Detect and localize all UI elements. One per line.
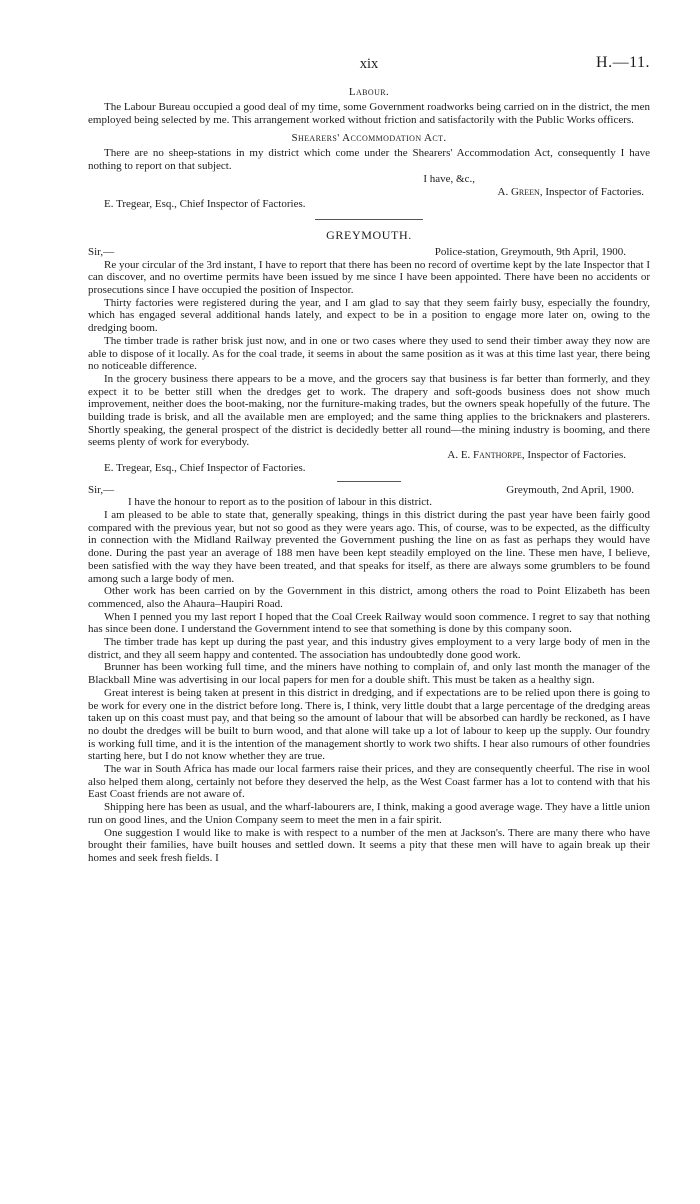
signature-title: , Inspector of Factories. xyxy=(521,449,626,462)
paragraph: Shipping here has been as usual, and the wharf-labourers are, I think, making a good average wage. They have a little union run on good lines, and the Union Company seem to meet the men in a fair spirit. xyxy=(88,801,650,826)
page-number: xix xyxy=(359,56,379,72)
dateline: Police-station, Greymouth, 9th April, 1900. xyxy=(434,245,626,258)
page-header xyxy=(88,54,650,76)
paragraph: Re your circular of the 3rd instant, I have to report that there has been no record of overtime kept by the late Inspector that I can discover, and no overtime permits have been issued by me since I have been appointed. There have been no accidents or prosecutions since I have occupied the position of Inspector. xyxy=(88,258,650,297)
paragraph: The timber trade is rather brisk just now, and in one or two cases where they used to send their timber away they now are able to dispose of it locally. As for the coal trade, it seems in about the same position as it was at this time last year, there being no noticeable difference. xyxy=(88,334,650,373)
paragraph: When I penned you my last report I hoped that the Coal Creek Railway would soon commence. I regret to say that nothing has since been done. I understand the Government intend to see that something is done by this company soon. xyxy=(88,610,650,636)
greymouth-heading: GREYMOUTH. xyxy=(326,227,412,242)
closing-line: I have, &c., xyxy=(423,172,475,185)
shearers-paragraph: There are no sheep-stations in my district which come under the Shearers' Accommodation Act, consequently I have nothing to report on that subject. xyxy=(88,147,650,173)
paragraph: Other work has been carried on by the Government in this district, among others the road to Point Elizabeth has been commenced, also the Ahaura–Haupiri Road. xyxy=(88,585,650,610)
addressee-1: E. Tregear, Esq., Chief Inspector of Factories. xyxy=(104,198,306,211)
signature-name: A. Green xyxy=(497,185,540,198)
document-reference: H.—11. xyxy=(596,54,650,71)
document-page xyxy=(88,54,650,865)
letter-header-2 xyxy=(88,484,650,497)
paragraph: The war in South Africa has made our local farmers raise their prices, and they are consequently cheerful. The rise in wool also helped them along, certainly not before they deserved the help, as the West Coast farmer has a lot to contend with that his East Coast friends are not aware of. xyxy=(88,763,650,801)
labour-heading: Labour. xyxy=(348,86,390,98)
signature-name: A. E. Fanthorpe xyxy=(447,449,522,462)
paragraph: I am pleased to be able to state that, generally speaking, things in this district during the past year have been fairly good compared with the previous year, but not so good as they were years ago. This, of course, was to be expected, as the difficulty in connection with the Midland Railway prevented the Government pushing the line on as fast as perhaps they would have done. During the past year an average of 188 men have been kept steadily employed on the line. These men have, I believe, been satisfied with the way they have been treated, and that speaks for itself, as there are always some grumblers to be found among such a large body of men. xyxy=(88,508,650,585)
shearers-heading: Shearers' Accommodation Act. xyxy=(291,132,447,145)
paragraph: Brunner has been working full time, and the miners have nothing to complain of, and only last month the manager of the Blackball Mine was advertising in our local papers for men for a double shift. This must be taken as a healthy sign. xyxy=(88,661,650,687)
paragraph: Thirty factories were registered during the year, and I am glad to say that they seem fairly busy, especially the foundry, which has engaged several additional hands lately, and expect to be in a position to engage more later on, owing to the dredging boom. xyxy=(88,296,650,335)
paragraph: In the grocery business there appears to be a move, and the grocers say that business is far better than formerly, and they expect it to be better still when the dredges get to work. The drapery and soft-goods business does not show much improvement, neither does the boot-making, nor the furniture-making trades, but the owners speak hopefully of the future. The building trade is brisk, and all the available men are employed; and the same thing applies to the bricknakers and plasterers. Shortly speaking, the general prospect of the district is decidedly better all round—the mining industry is booming, and there seems plenty of work for everybody. xyxy=(88,372,650,449)
signature-fanthorpe xyxy=(88,449,650,462)
salutation: Sir,— xyxy=(88,483,115,496)
labour-paragraph: The Labour Bureau occupied a good deal of my time, some Government roadworks being carried on in the district, the men employed being selected by me. This arrangement worked without friction and satisfactorily with the Public Works officers. xyxy=(88,101,650,126)
section-divider xyxy=(315,219,423,220)
signature-title: , Inspector of Factories. xyxy=(539,185,644,198)
signature-green xyxy=(88,186,650,199)
paragraph: The timber trade has kept up during the past year, and this industry gives employment to a very large body of men in the district, and they all seem happy and contented. The association has undoubtedly done good work. xyxy=(88,636,650,661)
paragraph: Great interest is being taken at present in this district in dredging, and if expectations are to be relied upon there is going to be work for every one in the district before long. There is, I think, very little doubt that a large percentage of the dredging areas taken up on this coast must pay, and that being so the amount of labour that will be absorbed can hardly be reckoned, as I have no doubt the dredges will be built to burn wood, and that alone will take up a lot of labour to keep up the supply. Our foundry is working full time, and it is the intention of the management shortly to work two shifts. I hear also rumours of other foundries starting here, but I do not know whether they are true. xyxy=(88,686,650,763)
paragraph: I have the honour to report as to the position of labour in this district. xyxy=(128,496,432,509)
salutation: Sir,— xyxy=(88,245,115,258)
paragraph: One suggestion I would like to make is with respect to a number of the men at Jackson's. There are many there who have brought their families, have built houses and settled down. It seems a pity that these men will have to again break up their homes and seek fresh fields. I xyxy=(88,826,650,864)
addressee-2: E. Tregear, Esq., Chief Inspector of Factories. xyxy=(104,461,306,474)
letter-header-1 xyxy=(88,246,650,259)
dateline: Greymouth, 2nd April, 1900. xyxy=(506,483,634,496)
letter-divider xyxy=(337,481,401,482)
